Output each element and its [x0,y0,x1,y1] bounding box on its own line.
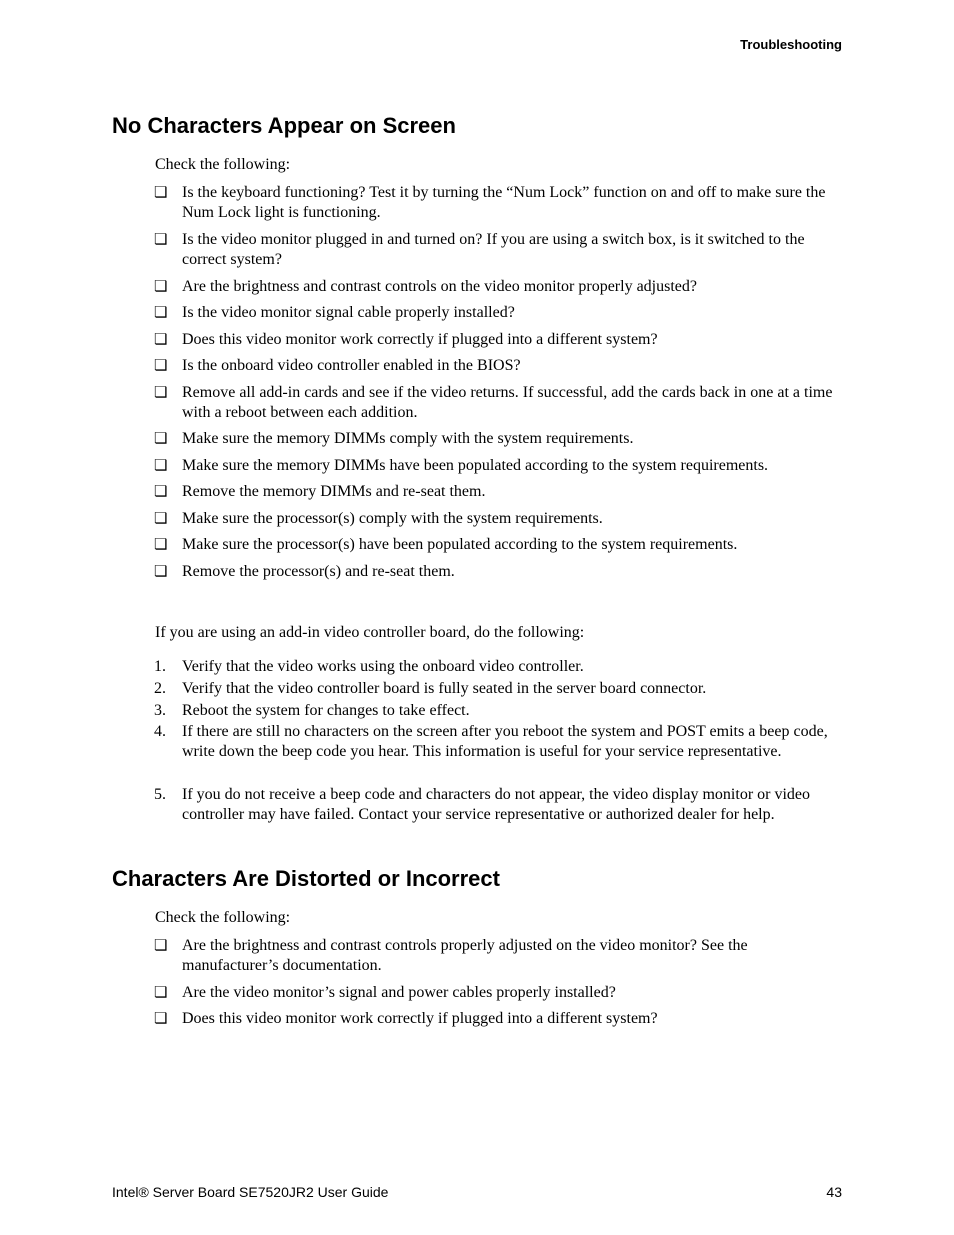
numbered-step [154,785,837,825]
checklist-item [154,183,837,223]
step-number: 3. [154,702,166,719]
step-number: 2. [154,680,166,697]
step-text: If there are still no characters on the screen after you reboot the system and POST emits a beep code, write down the beep code you hear. This information is useful for your service representative. [182,723,828,760]
checklist-item-text: Is the onboard video controller enabled in the BIOS? [182,357,521,374]
checklist-item-text: Are the brightness and contrast controls on the video monitor properly adjusted? [182,278,697,295]
checkbox-icon: ❏ [154,938,168,954]
footer-doc-title: Intel® Server Board SE7520JR2 User Guide [112,1184,389,1200]
numbered-step [154,679,837,699]
addin-intro: If you are using an add-in video controller board, do the following: [155,624,585,641]
section-heading-no-characters: No Characters Appear on Screen [112,113,456,138]
checklist-item-text: Make sure the processor(s) have been populated according to the system requirements. [182,536,738,553]
checkbox-icon: ❏ [154,385,168,401]
checklist-item [154,482,837,502]
checkbox-icon: ❏ [154,332,168,348]
checkbox-icon: ❏ [154,279,168,295]
checklist-item-text: Make sure the memory DIMMs have been populated according to the system requirements. [182,457,769,474]
checkbox-icon: ❏ [154,985,168,1001]
checklist-item [154,356,837,376]
checkbox-icon: ❏ [154,458,168,474]
checklist-item-text: Make sure the memory DIMMs comply with the system requirements. [182,430,634,447]
numbered-step [154,657,837,677]
checklist-item [154,535,837,555]
checklist-item [154,383,837,423]
checkbox-icon: ❏ [154,232,168,248]
numbered-step [154,701,837,721]
footer-page-number: 43 [826,1184,842,1200]
checkbox-icon: ❏ [154,484,168,500]
checklist-item-text: Does this video monitor work correctly if plugged into a different system? [182,1010,658,1027]
numbered-step [154,722,837,762]
checklist-item-text: Make sure the processor(s) comply with the system requirements. [182,510,603,527]
step-number: 5. [154,786,166,803]
checklist-item-text: Are the brightness and contrast controls properly adjusted on the video monitor? See the manufacturer’s documentation. [182,937,748,974]
checkbox-icon: ❏ [154,305,168,321]
checkbox-icon: ❏ [154,537,168,553]
checkbox-icon: ❏ [154,564,168,580]
checkbox-icon: ❏ [154,511,168,527]
checklist-item-text: Is the keyboard functioning? Test it by turning the “Num Lock” function on and off to make sure the Num Lock light is functioning. [182,184,826,221]
checklist-item [154,983,837,1003]
checklist-item [154,330,837,350]
checklist-item [154,277,837,297]
checklist-item [154,303,837,323]
checklist-item [154,456,837,476]
checkbox-icon: ❏ [154,431,168,447]
step-text: If you do not receive a beep code and characters do not appear, the video display monitor or video controller may have failed. Contact your service representative or authorized dealer for help. [182,786,811,823]
checklist-item [154,230,837,270]
checklist-item-text: Remove the memory DIMMs and re-seat them. [182,483,486,500]
checklist-item-text: Does this video monitor work correctly if plugged into a different system? [182,331,658,348]
checkbox-icon: ❏ [154,1011,168,1027]
checklist-item-text: Are the video monitor’s signal and power cables properly installed? [182,984,616,1001]
checklist-item-text: Remove all add-in cards and see if the video returns. If successful, add the cards back in one at a time with a reboot between each addition. [182,384,833,421]
step-text: Verify that the video works using the onboard video controller. [182,658,584,675]
checklist-item-text: Is the video monitor signal cable properly installed? [182,304,515,321]
section-heading-characters-distorted: Characters Are Distorted or Incorrect [112,866,500,891]
checklist-item [154,429,837,449]
checklist-item [154,1009,837,1029]
checklist-item-text: Remove the processor(s) and re-seat them. [182,563,455,580]
step-number: 4. [154,723,166,740]
checklist-item-text: Is the video monitor plugged in and turned on? If you are using a switch box, is it switched to the correct system? [182,231,805,268]
checkbox-icon: ❏ [154,185,168,201]
checklist-item [154,936,837,976]
running-header: Troubleshooting [740,37,842,52]
step-text: Verify that the video controller board is fully seated in the server board connector. [182,680,707,697]
step-text: Reboot the system for changes to take effect. [182,702,470,719]
step-number: 1. [154,658,166,675]
checklist-item [154,562,837,582]
section1-intro: Check the following: [155,156,291,173]
section2-intro: Check the following: [155,909,291,926]
checkbox-icon: ❏ [154,358,168,374]
checklist-item [154,509,837,529]
